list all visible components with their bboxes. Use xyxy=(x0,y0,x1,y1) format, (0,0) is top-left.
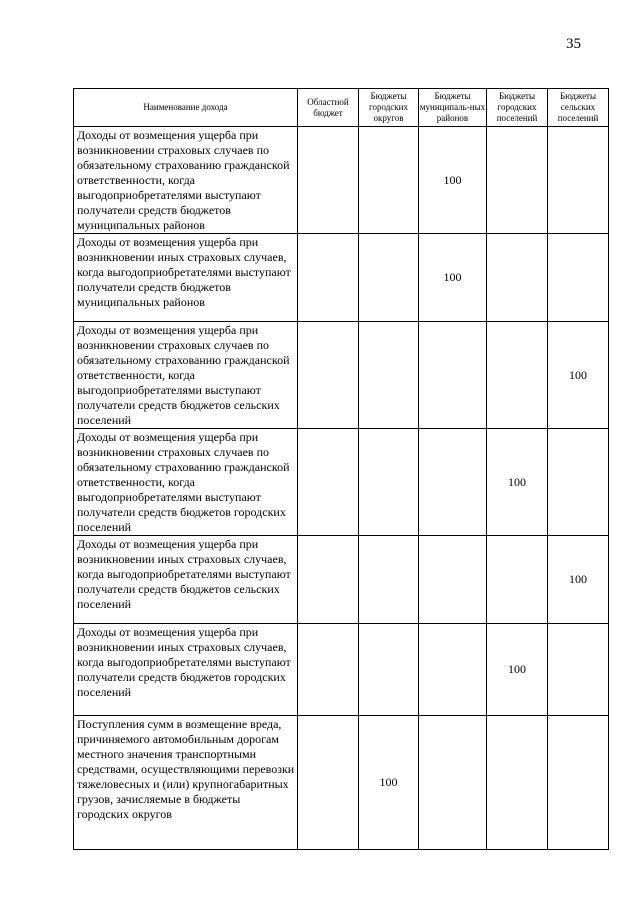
income-name-cell: Доходы от возмещения ущерба при возникновении иных страховых случаев, когда выгодоприобретателями выступают получатели средств бюджетов сельских поселений xyxy=(74,536,298,624)
municipal-districts-cell xyxy=(419,624,487,716)
city-districts-cell xyxy=(359,429,419,536)
header-rural-settlements: Бюджеты сельских поселений xyxy=(548,89,609,127)
table-row xyxy=(74,127,609,234)
income-name-cell: Доходы от возмещения ущерба при возникновении иных страховых случаев, когда выгодоприобретателями выступают получатели средств бюджетов муниципальных районов xyxy=(74,234,298,322)
city-districts-cell xyxy=(359,624,419,716)
municipal-districts-cell xyxy=(419,716,487,850)
urban-settlements-cell xyxy=(487,536,548,624)
income-name-cell: Доходы от возмещения ущерба при возникновении страховых случаев по обязательному страхованию гражданской ответственности, когда выгодоприобретателями выступают получатели средств бюджетов городских поселений xyxy=(74,429,298,536)
income-name-cell: Доходы от возмещения ущерба при возникновении страховых случаев по обязательному страхованию гражданской ответственности, когда выгодоприобретателями выступают получатели средств бюджетов муниципальных районов xyxy=(74,127,298,234)
income-distribution-table xyxy=(73,88,609,850)
municipal-districts-cell: 100 xyxy=(419,234,487,322)
city-districts-cell xyxy=(359,322,419,429)
rural-settlements-cell xyxy=(548,429,609,536)
city-districts-cell xyxy=(359,536,419,624)
urban-settlements-cell: 100 xyxy=(487,624,548,716)
municipal-districts-cell: 100 xyxy=(419,127,487,234)
table-row xyxy=(74,322,609,429)
header-municipal-districts: Бюджеты муниципаль-ных районов xyxy=(419,89,487,127)
regional-budget-cell xyxy=(298,716,359,850)
header-income-name: Наименование дохода xyxy=(74,89,298,127)
urban-settlements-cell xyxy=(487,127,548,234)
income-name-cell: Доходы от возмещения ущерба при возникновении иных страховых случаев, когда выгодоприобретателями выступают получатели средств бюджетов городских поселений xyxy=(74,624,298,716)
regional-budget-cell xyxy=(298,322,359,429)
urban-settlements-cell xyxy=(487,716,548,850)
rural-settlements-cell: 100 xyxy=(548,536,609,624)
urban-settlements-cell: 100 xyxy=(487,429,548,536)
rural-settlements-cell xyxy=(548,234,609,322)
regional-budget-cell xyxy=(298,429,359,536)
table-body xyxy=(74,127,609,850)
municipal-districts-cell xyxy=(419,429,487,536)
urban-settlements-cell xyxy=(487,322,548,429)
header-row xyxy=(74,89,609,127)
municipal-districts-cell xyxy=(419,536,487,624)
rural-settlements-cell xyxy=(548,624,609,716)
table-row xyxy=(74,429,609,536)
page-number: 35 xyxy=(566,36,581,52)
rural-settlements-cell: 100 xyxy=(548,322,609,429)
regional-budget-cell xyxy=(298,624,359,716)
header-city-districts: Бюджеты городских округов xyxy=(359,89,419,127)
income-name-cell: Доходы от возмещения ущерба при возникновении страховых случаев по обязательному страхованию гражданской ответственности, когда выгодоприобретателями выступают получатели средств бюджетов сельских поселений xyxy=(74,322,298,429)
header-urban-settlements: Бюджеты городских поселений xyxy=(487,89,548,127)
regional-budget-cell xyxy=(298,536,359,624)
city-districts-cell: 100 xyxy=(359,716,419,850)
city-districts-cell xyxy=(359,234,419,322)
urban-settlements-cell xyxy=(487,234,548,322)
regional-budget-cell xyxy=(298,127,359,234)
regional-budget-cell xyxy=(298,234,359,322)
table-row xyxy=(74,234,609,322)
municipal-districts-cell xyxy=(419,322,487,429)
income-name-cell: Поступления сумм в возмещение вреда, причиняемого автомобильным дорогам местного значения транспортными средствами, осуществляющими перевозки тяжеловесных и (или) крупногабаритных грузов, зачисляемые в бюджеты городских округов xyxy=(74,716,298,850)
table-row xyxy=(74,716,609,850)
rural-settlements-cell xyxy=(548,127,609,234)
table-row xyxy=(74,536,609,624)
table-row xyxy=(74,624,609,716)
table-header xyxy=(74,89,609,127)
header-regional-budget: Областной бюджет xyxy=(298,89,359,127)
rural-settlements-cell xyxy=(548,716,609,850)
city-districts-cell xyxy=(359,127,419,234)
